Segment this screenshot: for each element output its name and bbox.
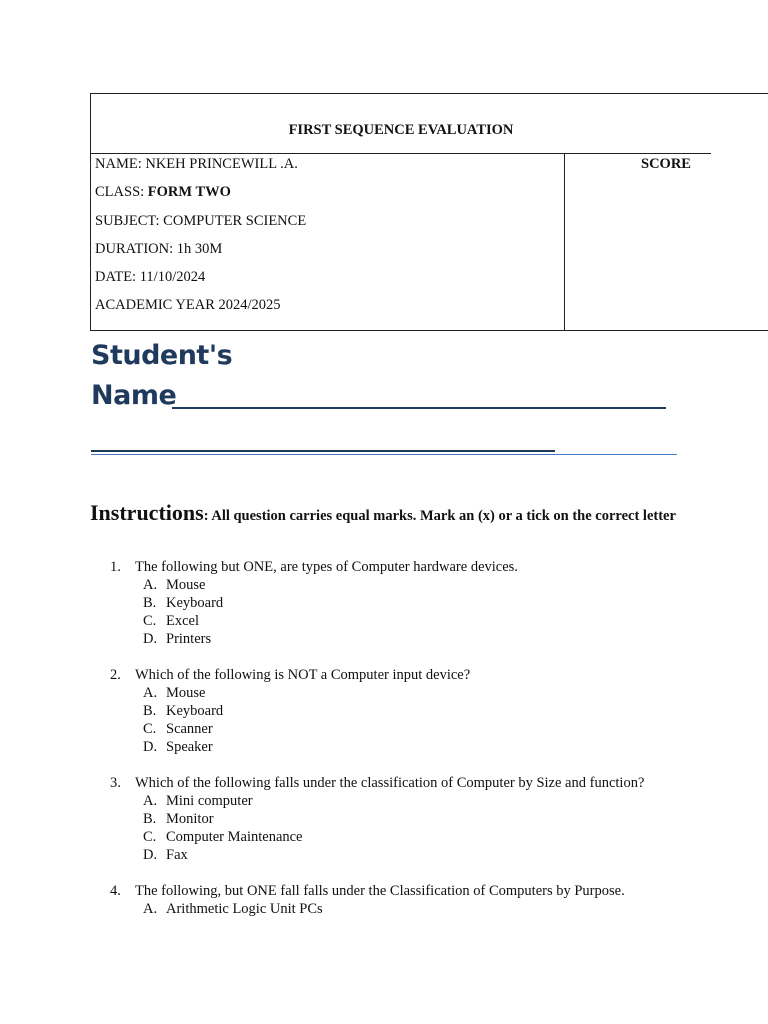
info-academic-year bbox=[95, 295, 564, 323]
info-name-value: NKEH PRINCEWILL .A. bbox=[145, 156, 298, 172]
info-academic-year-value: 2024/2025 bbox=[218, 297, 281, 314]
option-letter: B. bbox=[143, 703, 157, 719]
info-class-label: CLASS: bbox=[95, 184, 148, 201]
question-2 bbox=[110, 666, 750, 756]
option-text: Printers bbox=[166, 631, 212, 647]
option-letter: A. bbox=[143, 577, 158, 593]
option-text: Fax bbox=[166, 847, 188, 863]
question-number: 3. bbox=[110, 775, 121, 791]
option[interactable] bbox=[110, 792, 750, 810]
option-text: Computer Maintenance bbox=[166, 829, 303, 845]
option[interactable] bbox=[110, 900, 750, 918]
info-name bbox=[95, 154, 564, 182]
option-text: Speaker bbox=[166, 739, 213, 755]
info-date-value: 11/10/2024 bbox=[139, 269, 206, 286]
score-label: SCORE bbox=[641, 156, 691, 172]
option-text: Keyboard bbox=[166, 703, 224, 719]
option-letter: D. bbox=[143, 631, 158, 647]
option-letter: A. bbox=[143, 685, 158, 701]
info-date bbox=[95, 267, 564, 295]
option-letter: D. bbox=[143, 847, 158, 863]
question-list bbox=[110, 558, 750, 918]
student-name-line1: Student's bbox=[91, 340, 233, 371]
exam-title: FIRST SEQUENCE EVALUATION bbox=[91, 94, 711, 154]
question-number: 4. bbox=[110, 883, 121, 899]
question-number: 1. bbox=[110, 559, 121, 575]
student-name-heading bbox=[91, 336, 232, 416]
student-name-blank bbox=[172, 407, 666, 409]
info-class-value: FORM TWO bbox=[147, 184, 231, 201]
exam-info-cell bbox=[91, 154, 565, 331]
option-text: Mini computer bbox=[166, 793, 253, 809]
option-letter: B. bbox=[143, 595, 157, 611]
question-3 bbox=[110, 774, 750, 864]
exam-header-table bbox=[90, 93, 768, 331]
info-date-label: DATE: bbox=[95, 269, 140, 286]
option-letter: A. bbox=[143, 901, 158, 917]
option[interactable] bbox=[110, 576, 750, 594]
instructions bbox=[90, 500, 690, 526]
question-text: The following but ONE, are types of Computer hardware devices. bbox=[135, 559, 518, 575]
question-4 bbox=[110, 882, 750, 918]
option[interactable] bbox=[110, 702, 750, 720]
option-text: Excel bbox=[166, 613, 200, 629]
question-1 bbox=[110, 558, 750, 648]
option-text: Arithmetic Logic Unit PCs bbox=[166, 901, 323, 917]
question-text: Which of the following falls under the classification of Computer by Size and function? bbox=[135, 775, 645, 791]
info-duration-label: DURATION: bbox=[95, 240, 177, 257]
question-text: The following, but ONE fall falls under the Classification of Computers by Purpose. bbox=[135, 883, 625, 899]
option[interactable] bbox=[110, 810, 750, 828]
option[interactable] bbox=[110, 720, 750, 738]
option-text: Monitor bbox=[166, 811, 214, 827]
info-class bbox=[95, 182, 564, 210]
option[interactable] bbox=[110, 738, 750, 756]
instructions-heading: Instructions bbox=[90, 500, 204, 525]
option[interactable] bbox=[110, 594, 750, 612]
info-subject-value: COMPUTER SCIENCE bbox=[163, 212, 307, 229]
option-text: Keyboard bbox=[166, 595, 224, 611]
info-subject-label: SUBJECT: bbox=[95, 212, 164, 229]
score-cell bbox=[565, 154, 768, 331]
option[interactable] bbox=[110, 630, 750, 648]
option-letter: C. bbox=[143, 829, 157, 845]
option-letter: B. bbox=[143, 811, 157, 827]
info-subject bbox=[95, 211, 564, 239]
divider-line bbox=[91, 454, 677, 455]
option-text: Scanner bbox=[166, 721, 213, 737]
instructions-text: : All question carries equal marks. Mark an (x) or a tick on the correct letter bbox=[203, 508, 676, 524]
question-number: 2. bbox=[110, 667, 121, 683]
option-letter: A. bbox=[143, 793, 158, 809]
option-text: Mouse bbox=[166, 577, 206, 593]
info-duration bbox=[95, 239, 564, 267]
info-duration-value: 1h 30M bbox=[176, 240, 223, 257]
option-letter: C. bbox=[143, 721, 157, 737]
student-name-line2: Name bbox=[91, 380, 177, 411]
option-text: Mouse bbox=[166, 685, 206, 701]
question-text: Which of the following is NOT a Computer input device? bbox=[135, 667, 471, 683]
info-academic-year-label: ACADEMIC YEAR bbox=[95, 297, 219, 314]
option[interactable] bbox=[110, 828, 750, 846]
option[interactable] bbox=[110, 612, 750, 630]
option-letter: D. bbox=[143, 739, 158, 755]
option[interactable] bbox=[110, 684, 750, 702]
info-name-label: NAME: bbox=[95, 156, 146, 172]
option-letter: C. bbox=[143, 613, 157, 629]
option[interactable] bbox=[110, 846, 750, 864]
student-name-blank-continued bbox=[91, 450, 555, 452]
